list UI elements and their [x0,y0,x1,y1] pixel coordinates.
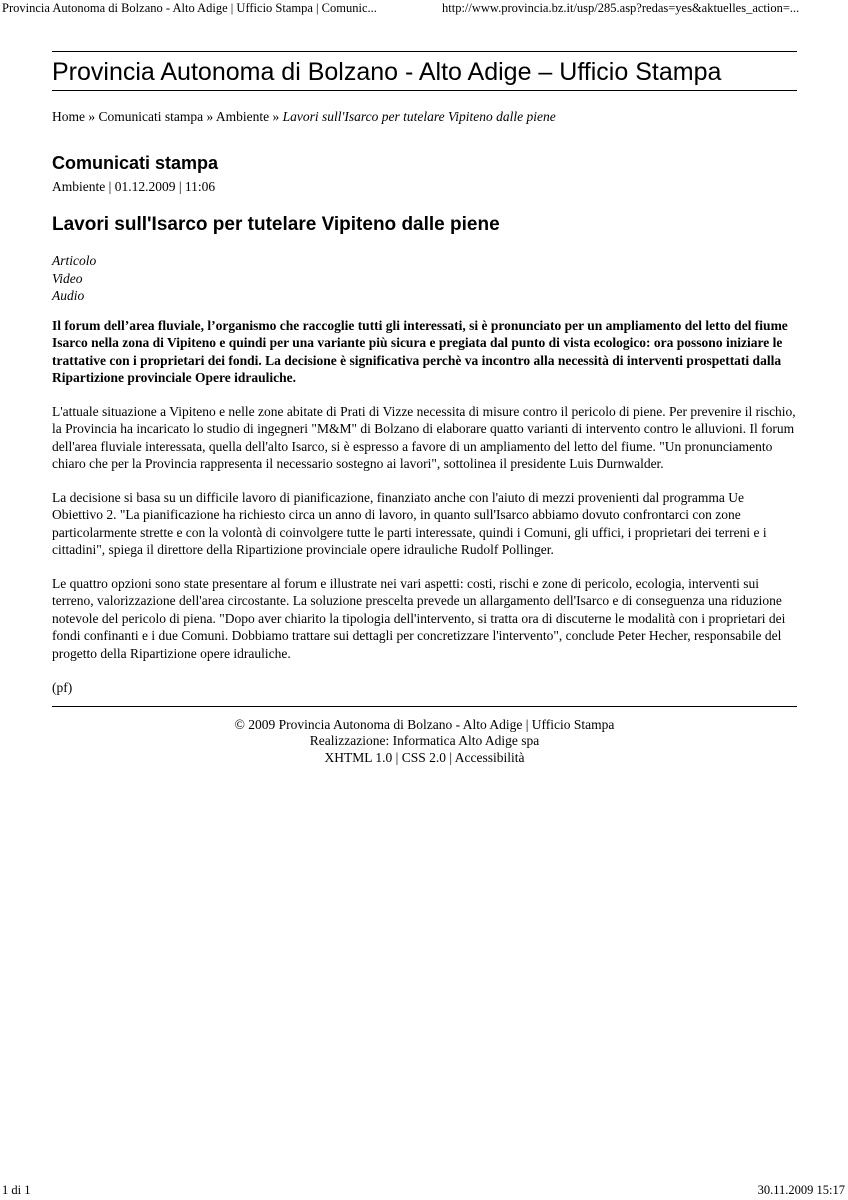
footer-link-xhtml[interactable]: XHTML 1.0 [324,749,393,765]
site-footer [52,717,797,767]
footer-divider [52,706,797,707]
page-content [52,51,797,766]
media-links [52,252,797,305]
print-page-number: 1 di 1 [2,1183,31,1197]
media-link-audio[interactable]: Audio [52,288,85,303]
footer-link-css[interactable]: CSS 2.0 [401,749,447,765]
article-paragraph: L'attuale situazione a Vipiteno e nelle zone abitate di Prati di Vizze necessita di misure contro il pericolo di piene. Per prevenire il rischio, la Provincia ha incaricato lo studio di ingegneri "M&M" di Bolzano di elaborare quatto varianti di intervento contro le alluvioni. Il forum dell'area fluviale interessata, quella dell'alto Isarco, si è espresso a favore di un ampliamento del letto del fiume. "Un pronunciamento chiaro che per la Provincia rappresenta il necessario sostegno ai lavori", sottolinea il presidente Luis Durnwalder. [52,403,796,471]
title-divider [52,90,797,91]
article-signature: (pf) [52,680,73,695]
print-header [0,0,848,20]
top-divider [52,51,797,52]
footer-credits: Realizzazione: Informatica Alto Adige spa [309,733,540,748]
breadcrumb-current: Lavori sull'Isarco per tutelare Vipiteno dalle piene [282,109,556,124]
footer-copyright: © 2009 Provincia Autonoma di Bolzano - Alto Adige | Ufficio Stampa [234,716,615,732]
breadcrumb [52,108,797,126]
breadcrumb-ambiente-link[interactable]: Ambiente [215,109,270,124]
footer-links [52,750,797,767]
media-link-articolo[interactable]: Articolo [52,253,97,268]
article-title: Lavori sull'Isarco per tutelare Vipiteno dalle piene [52,214,500,235]
breadcrumb-separator: » [269,109,283,124]
print-header-title: Provincia Autonoma di Bolzano - Alto Adige | Ufficio Stampa | Comunic... [2,1,377,15]
breadcrumb-home-link[interactable]: Home [52,109,85,124]
article-lead: Il forum dell’area fluviale, l’organismo che raccoglie tutti gli interessati, si è pronunciato per un ampliamento del letto del fiume Isarco nella zona di Vipiteno e quindi per una variante più sicura e pregiata dal punto di vista ecologico: ora possono iniziare le trattative con i proprietari dei fondi. La decisione è significativa perchè va incontro alla necessità di interventi prospettati dalla Ripartizione provinciale Opere idrauliche. [52,317,788,385]
breadcrumb-comunicati-link[interactable]: Comunicati stampa [98,109,204,124]
footer-separator: | [392,749,402,765]
media-link-video[interactable]: Video [52,270,83,286]
print-datetime: 30.11.2009 15:17 [757,1183,845,1197]
breadcrumb-separator: » [203,109,216,124]
print-header-url: http://www.provincia.bz.it/usp/285.asp?redas=yes&aktuelles_action=... [442,1,800,15]
article-paragraph: Le quattro opzioni sono state presentare al forum e illustrate nei vari aspetti: costi, rischi e zone di pericolo, ecologia, interventi sui terreno, valorizzazione dell'area circostante. La soluzione prescelta prevede un allargamento dell'Isarco e di conseguenza una riduzione notevole del pericolo di piena. "Dopo aver chiarito la tipologia dell'intervento, si tratta ora di discuterne le modalità con i proprietari dei fondi confinanti e i due Comuni. Dobbiamo trattare sui dettagli per concretizzare l'intervento", conclude Peter Hecher, responsabile del progetto della Ripartizione opere idrauliche. [52,575,786,661]
site-title: Provincia Autonoma di Bolzano - Alto Adige – Ufficio Stampa [52,58,722,86]
breadcrumb-separator: » [85,109,99,124]
article-paragraph: La decisione si basa su un difficile lavoro di pianificazione, finanziato anche con l'aiuto di mezzi provenienti dal programma Ue Obiettivo 2. "La pianificazione ha richiesto circa un anno di lavoro, in quanto sull'Isarco abbiamo dovuto confrontarci con zone particolarmente strette e con la volontà di coinvolgere tutte le parti interessate, quindi i Comuni, gli uffici, i proprietari dei terreni e i cittadini", spiega il direttore della Ripartizione provinciale opere idrauliche Rudolf Pollinger. [52,489,767,557]
footer-link-accessibilita[interactable]: Accessibilità [454,749,525,765]
footer-separator: | [446,749,455,765]
section-title: Comunicati stampa [52,153,219,173]
article-meta: Ambiente | 01.12.2009 | 11:06 [52,179,216,194]
print-footer [0,1182,848,1200]
